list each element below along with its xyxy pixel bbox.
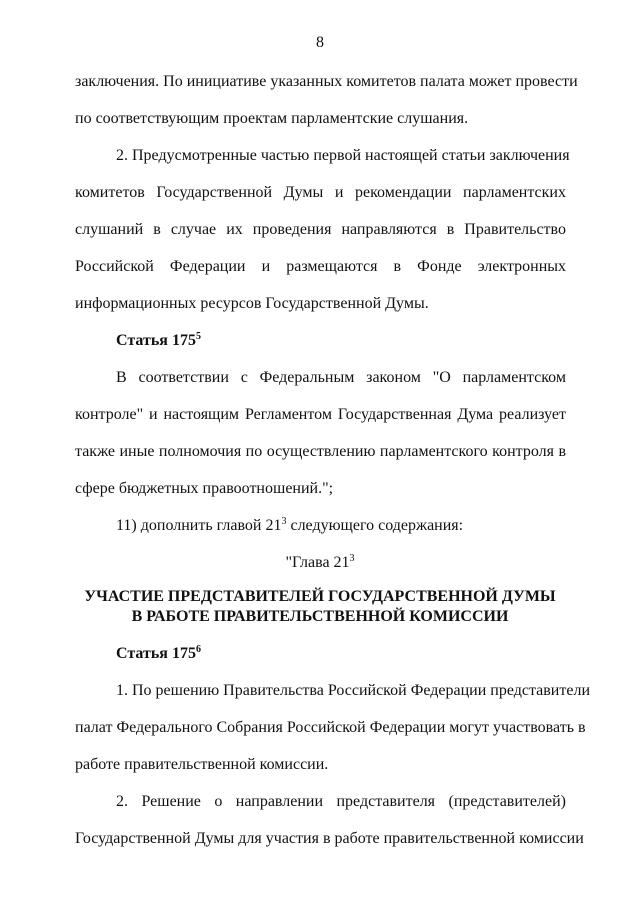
chapter-title-line: В РАБОТЕ ПРАВИТЕЛЬСТВЕННОЙ КОМИССИИ [131, 608, 509, 625]
text-line: по соответствующим проектам парламентские слушания. [75, 110, 469, 127]
page-number: 8 [316, 34, 324, 51]
text-line: комитетов Государственной Думы и рекомендации парламентских [75, 184, 566, 201]
text-line: контроле" и настоящим Регламентом Государственная Дума реализует [75, 406, 566, 423]
text-line: Государственной Думы для участия в работе правительственной комиссии [75, 830, 584, 847]
text-line: также иные полномочия по осуществлению парламентского контроля в [75, 443, 566, 460]
text-line: палат Федерального Собрания Российской Федерации могут участвовать в [75, 719, 586, 736]
text-line: сфере бюджетных правоотношений."; [75, 480, 334, 497]
amendment-item-11: 11) дополнить главой $21^3$ следующего содержания: [116, 516, 464, 534]
text-line: В соответствии с Федеральным законом "О парламентском [116, 369, 566, 386]
article-heading-175-6: Статья $175^6$ [116, 644, 201, 662]
text-line: 2. Решение о направлении представителя (представителей) [116, 793, 566, 810]
text-line: заключения. По инициативе указанных комитетов палата может провести [75, 73, 578, 90]
text-line: работе правительственной комиссии. [75, 756, 329, 773]
article-heading-175-5: Статья $175^5$ [116, 331, 201, 349]
text-line: информационных ресурсов Государственной Думы. [75, 295, 429, 312]
text-line: 1. По решению Правительства Российской Федерации представители [116, 682, 590, 699]
text-line: 2. Предусмотренные частью первой настоящей статьи заключения [116, 147, 570, 164]
chapter-title-line: УЧАСТИЕ ПРЕДСТАВИТЕЛЕЙ ГОСУДАРСТВЕННОЙ ДУМЫ [84, 588, 556, 605]
chapter-label: "Глава $21^3$ [285, 553, 355, 571]
text-line: Российской Федерации и размещаются в Фонде электронных [75, 258, 566, 275]
text-line: слушаний в случае их проведения направляются в Правительство [75, 221, 566, 238]
